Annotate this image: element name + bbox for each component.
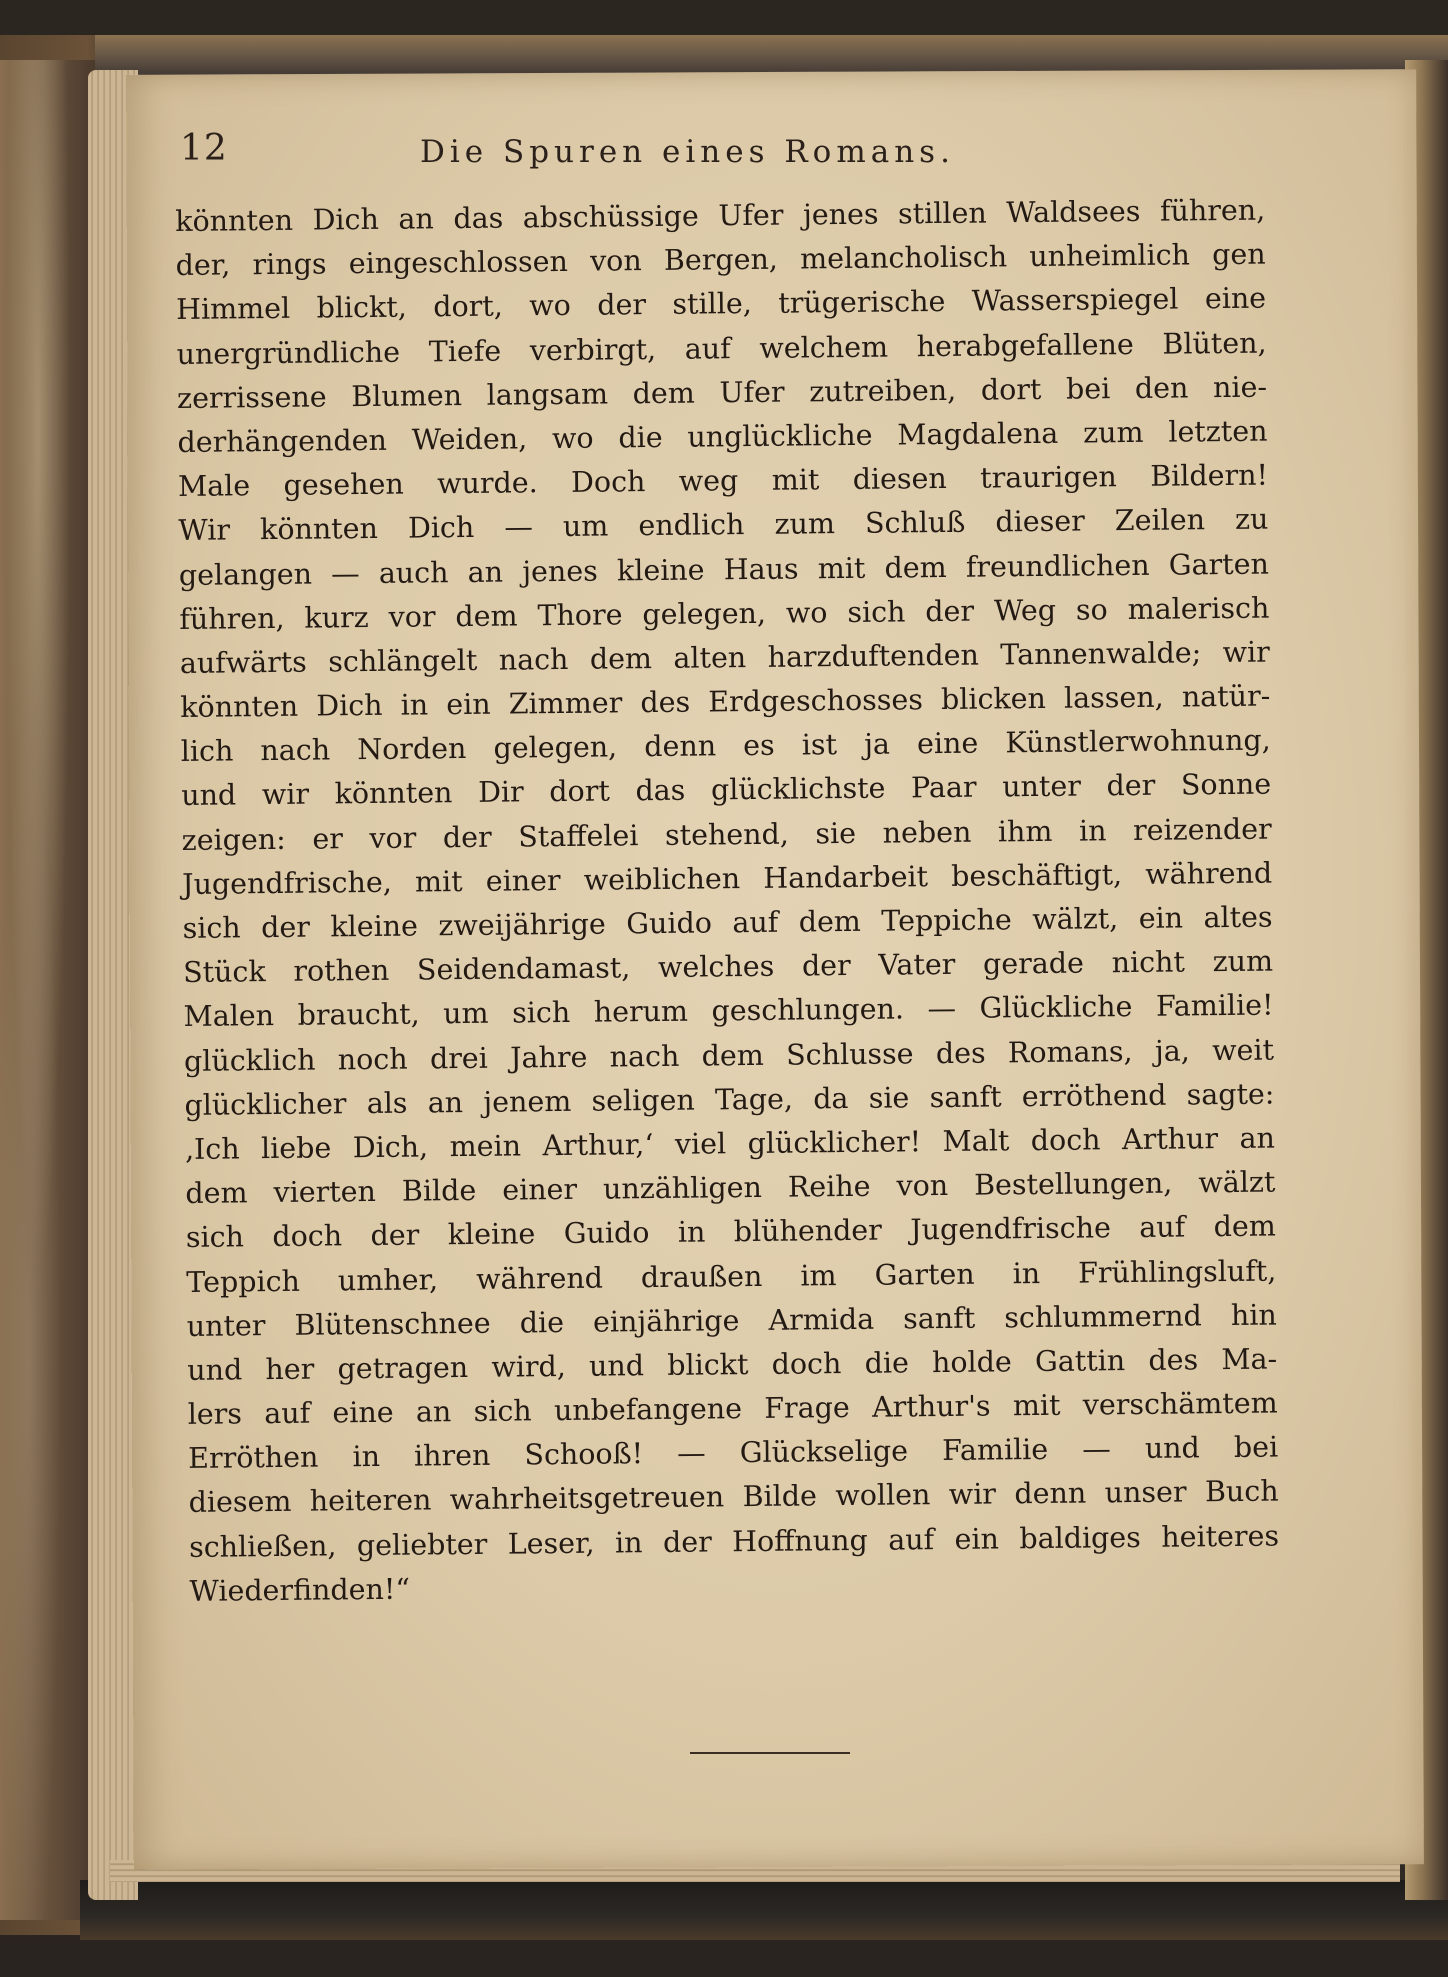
text-line: unergründliche Tiefe verbirgt, auf welchem herabgefallene Blüten,	[176, 326, 1267, 371]
text-line: glücklich noch drei Jahre nach dem Schlusse des Romans, ja, weit	[183, 1033, 1275, 1078]
text-line: Malen braucht, um sich herum geschlungen. — Glückliche Familie!	[183, 988, 1274, 1034]
text-line: lich nach Norden gelegen, denn es ist ja eine Künstlerwohnung,	[180, 723, 1271, 769]
text-line: Erröthen in ihren Schooß! — Glückselige Familie — und bei	[188, 1430, 1279, 1476]
text-line: aufwärts schlängelt nach dem alten harzduftenden Tannenwalde; wir	[179, 635, 1270, 680]
text-line: sich der kleine zweijährige Guido auf dem Teppiche wälzt, ein altes	[182, 900, 1273, 945]
cover-spine-wear	[0, 60, 95, 1920]
text-line: Wiederfinden!“	[189, 1572, 411, 1608]
page-header	[180, 128, 1260, 188]
text-line: diesem heiteren wahrheitsgetreuen Bilde wollen wir denn unser Buch	[188, 1474, 1279, 1520]
text-line: unter Blütenschnee die einjährige Armida sanft schlummernd hin	[186, 1298, 1277, 1343]
text-line: Himmel blickt, dort, wo der stille, trügerische Wasserspiegel eine	[175, 281, 1267, 327]
end-rule	[690, 1752, 850, 1754]
text-line: glücklicher als an jenem seligen Tage, da sie sanft erröthend sagte:	[184, 1077, 1275, 1122]
text-line: der, rings eingeschlossen von Bergen, melancholisch unheimlich gen	[175, 237, 1266, 283]
text-line: gelangen — auch an jenes kleine Haus mit dem freundlichen Garten	[178, 547, 1270, 592]
text-line: könnten Dich in ein Zimmer des Erdgeschosses blicken lassen, natür-	[180, 679, 1271, 725]
page-number: 12	[180, 128, 228, 169]
running-head: Die Spuren eines Romans.	[420, 134, 955, 170]
text-line: Jugendfrische, mit einer weiblichen Handarbeit beschäftigt, während	[181, 856, 1273, 901]
text-line: und her getragen wird, und blickt doch die holde Gattin des Ma-	[187, 1342, 1278, 1387]
text-line: zeigen: er vor der Staffelei stehend, sie neben ihm in reizender	[181, 812, 1272, 857]
text-line: zerrissene Blumen langsam dem Ufer zutreiben, dort bei den nie-	[176, 370, 1268, 415]
text-line: dem vierten Bilde einer unzähligen Reihe von Bestellungen, wälzt	[185, 1165, 1276, 1211]
text-line: Teppich umher, während draußen im Garten in Frühlingsluft,	[186, 1254, 1277, 1299]
text-line: Male gesehen wurde. Doch weg mit diesen traurigen Bildern!	[177, 458, 1269, 504]
text-line: lers auf eine an sich unbefangene Frage Arthur's mit verschämtem	[187, 1386, 1278, 1431]
cover-bottom-edge	[80, 1880, 1448, 1940]
text-line: könnten Dich an das abschüssige Ufer jenes stillen Waldsees führen,	[175, 193, 1266, 238]
text-line: sich doch der kleine Guido in blühender Jugendfrische auf dem	[185, 1209, 1276, 1255]
text-line: Wir könnten Dich — um endlich zum Schluß dieser Zeilen zu	[178, 502, 1269, 548]
text-line: Stück rothen Seidendamast, welches der Vater gerade nicht zum	[182, 944, 1274, 990]
text-line: schließen, geliebter Leser, in der Hoffnung auf ein baldiges heiteres	[188, 1519, 1280, 1564]
text-line: führen, kurz vor dem Thore gelegen, wo sich der Weg so malerisch	[179, 591, 1270, 636]
body-text	[175, 189, 1280, 1614]
text-line: ‚Ich liebe Dich, mein Arthur,‘ viel glücklicher! Malt doch Arthur an	[184, 1121, 1276, 1166]
text-line: derhängenden Weiden, wo die unglückliche Magdalena zum letzten	[177, 414, 1268, 459]
text-line: und wir könnten Dir dort das glücklichste Paar unter der Sonne	[181, 767, 1272, 813]
